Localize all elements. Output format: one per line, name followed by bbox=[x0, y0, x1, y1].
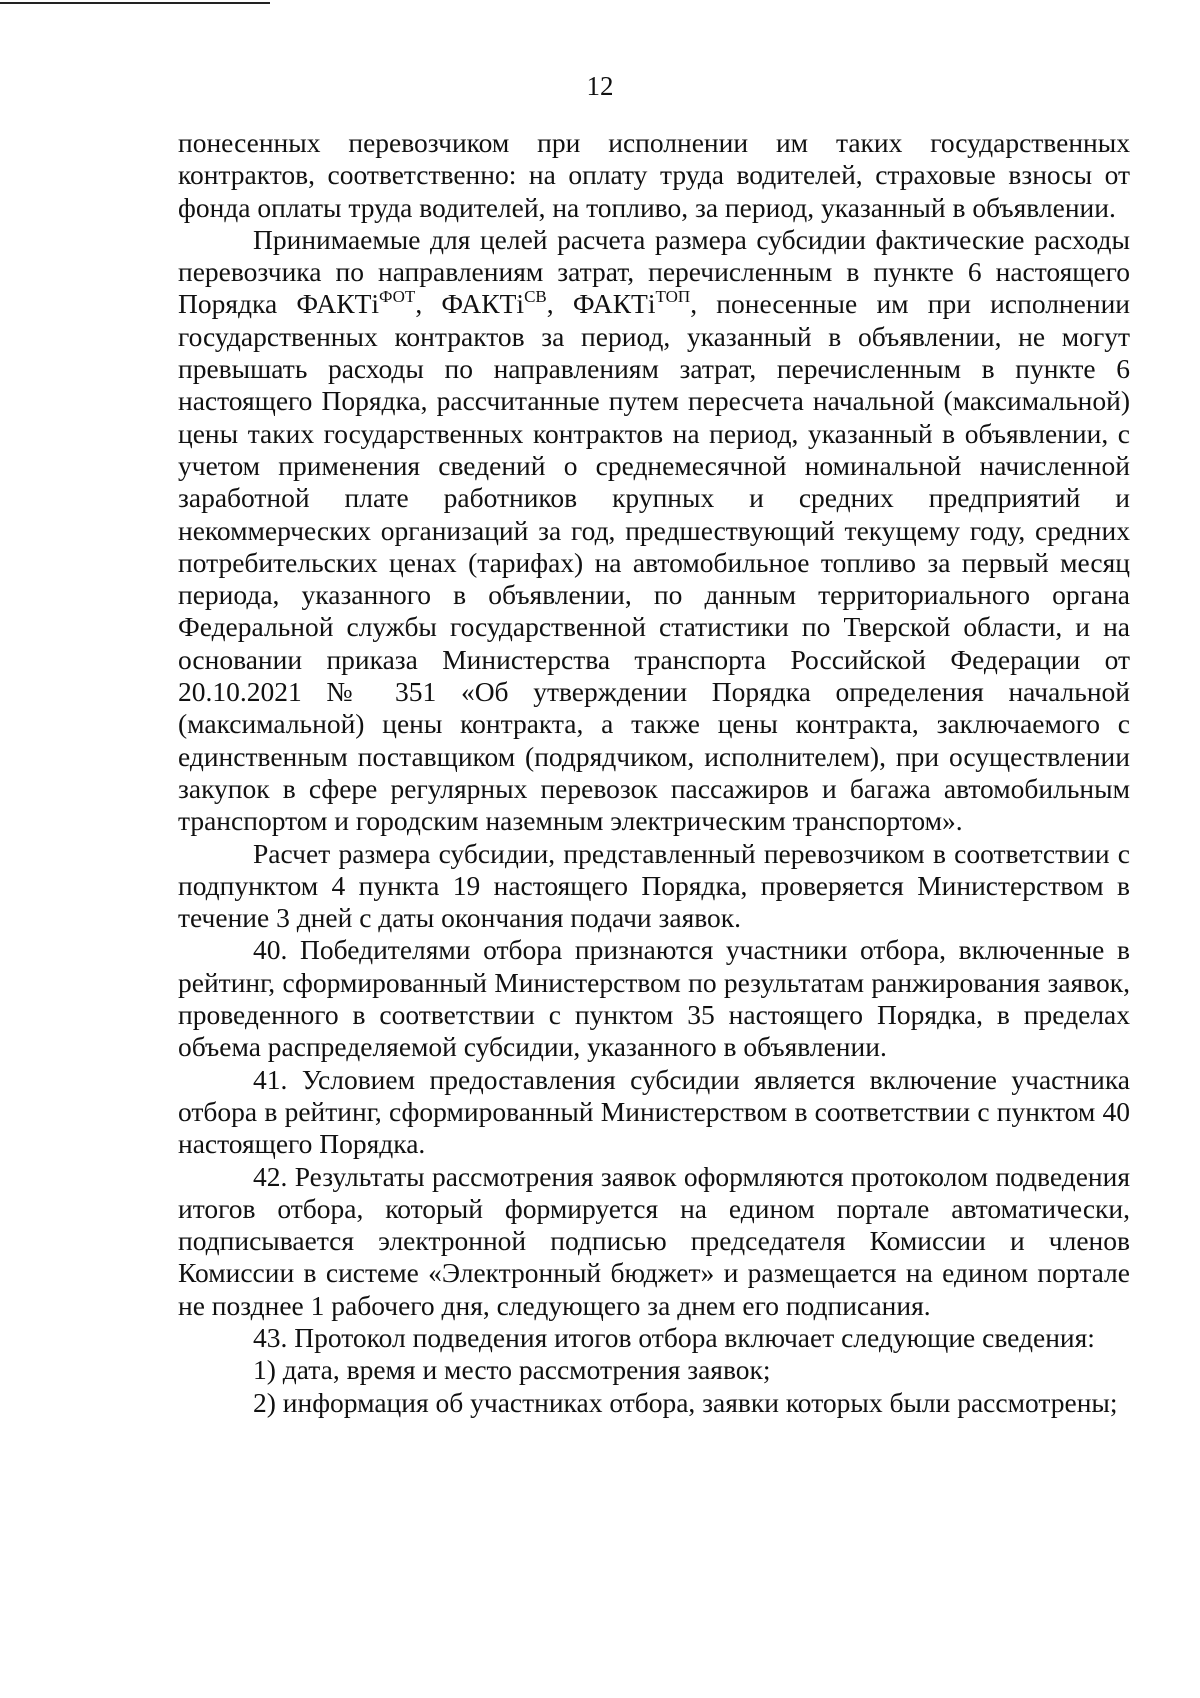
paragraph-item-42: 42. Результаты рассмотрения заявок оформляются протоколом подведения итогов отбора, который формируется на едином портале автоматически, подписывается электронной подписью председателя Комиссии и членов Комиссии в системе «Электронный бюджет» и размещается на едином портале не позднее 1 рабочего дня, следующего за днем его подписания. bbox=[178, 1160, 1130, 1321]
term-separator: , bbox=[415, 288, 442, 320]
term-superscript-sv: СВ bbox=[524, 287, 547, 307]
page-number: 12 bbox=[586, 71, 614, 101]
paragraph-lead-text: Принимаемые для целей расчета размера субсидии фактические расходы перевозчика по направлениям затрат, перечисленным в пункте 6 настоящего Порядка bbox=[178, 223, 1130, 320]
paragraph-tail-text: , понесенные им при исполнении государственных контрактов за период, указанный в объявлении, не могут превышать расходы по направлениям затрат, перечисленным в пункте 6 настоящего Порядка, рассчитанные путем пересчета начальной (максимальной) цены таких государственных контрактов на период, указанный в объявлении, с учетом применения сведений о среднемесячной номинальной начисленной заработной плате работников крупных и средних предприятий и некоммерческих организаций за год, предшествующий текущему году, средних потребительских ценах (тарифах) на автомобильное топливо за первый месяц периода, указанного в объявлении, по данным территориального органа Федеральной службы государственной статистики по Тверской области, и на основании приказа Министерства транспорта Российской Федерации от 20.10.2021 № 351 «Об утверждении Порядка определения начальной (максимальной) цены контракта, а также цены контракта, заключаемого с единственным поставщиком (подрядчиком, исполнителем), при осуществлении закупок в сфере регулярных перевозок пассажиров и багажа автомобильным транспортом и городским наземным электрическим транспортом». bbox=[178, 288, 1130, 837]
term-superscript-top: ТОП bbox=[655, 287, 691, 307]
term-base: ФАКТi bbox=[296, 288, 380, 320]
term-fakt-top bbox=[573, 288, 690, 319]
term-base: ФАКТi bbox=[572, 288, 656, 320]
term-fakt-fot bbox=[296, 288, 415, 319]
term-fakt-sv bbox=[441, 288, 546, 319]
term-superscript-fot: ФОТ bbox=[379, 287, 416, 307]
paragraph-item-43: 43. Протокол подведения итогов отбора включает следующие сведения: bbox=[253, 1321, 1095, 1353]
document-body bbox=[178, 127, 1130, 1419]
term-base: ФАКТi bbox=[441, 288, 525, 320]
top-edge-rule bbox=[0, 2, 270, 4]
list-item-2: 2) информация об участниках отбора, заявки которых были рассмотрены; bbox=[253, 1386, 1118, 1418]
paragraph-item-40: 40. Победителями отбора признаются участники отбора, включенные в рейтинг, сформированный Министерством по результатам ранжирования заявок, проведенного в соответствии с пунктом 35 настоящего Порядка, в пределах объема распределяемой субсидии, указанного в объявлении. bbox=[178, 934, 1130, 1063]
list-item-1: 1) дата, время и место рассмотрения заявок; bbox=[253, 1354, 771, 1386]
term-separator: , bbox=[546, 288, 573, 320]
paragraph-item-41: 41. Условием предоставления субсидии является включение участника отбора в рейтинг, сформированный Министерством в соответствии с пунктом 40 настоящего Порядка. bbox=[178, 1063, 1130, 1160]
paragraph-subsidy-calculation-check: Расчет размера субсидии, представленный перевозчиком в соответствии с подпунктом 4 пункта 19 настоящего Порядка, проверяется Министерством в течение 3 дней с даты окончания подачи заявок. bbox=[178, 837, 1130, 934]
paragraph-continuation: понесенных перевозчиком при исполнении им таких государственных контрактов, соответственно: на оплату труда водителей, страховые взносы от фонда оплаты труда водителей, на топливо, за период, указанный в объявлении. bbox=[178, 127, 1130, 223]
paragraph-actual-expenses bbox=[178, 224, 1130, 838]
